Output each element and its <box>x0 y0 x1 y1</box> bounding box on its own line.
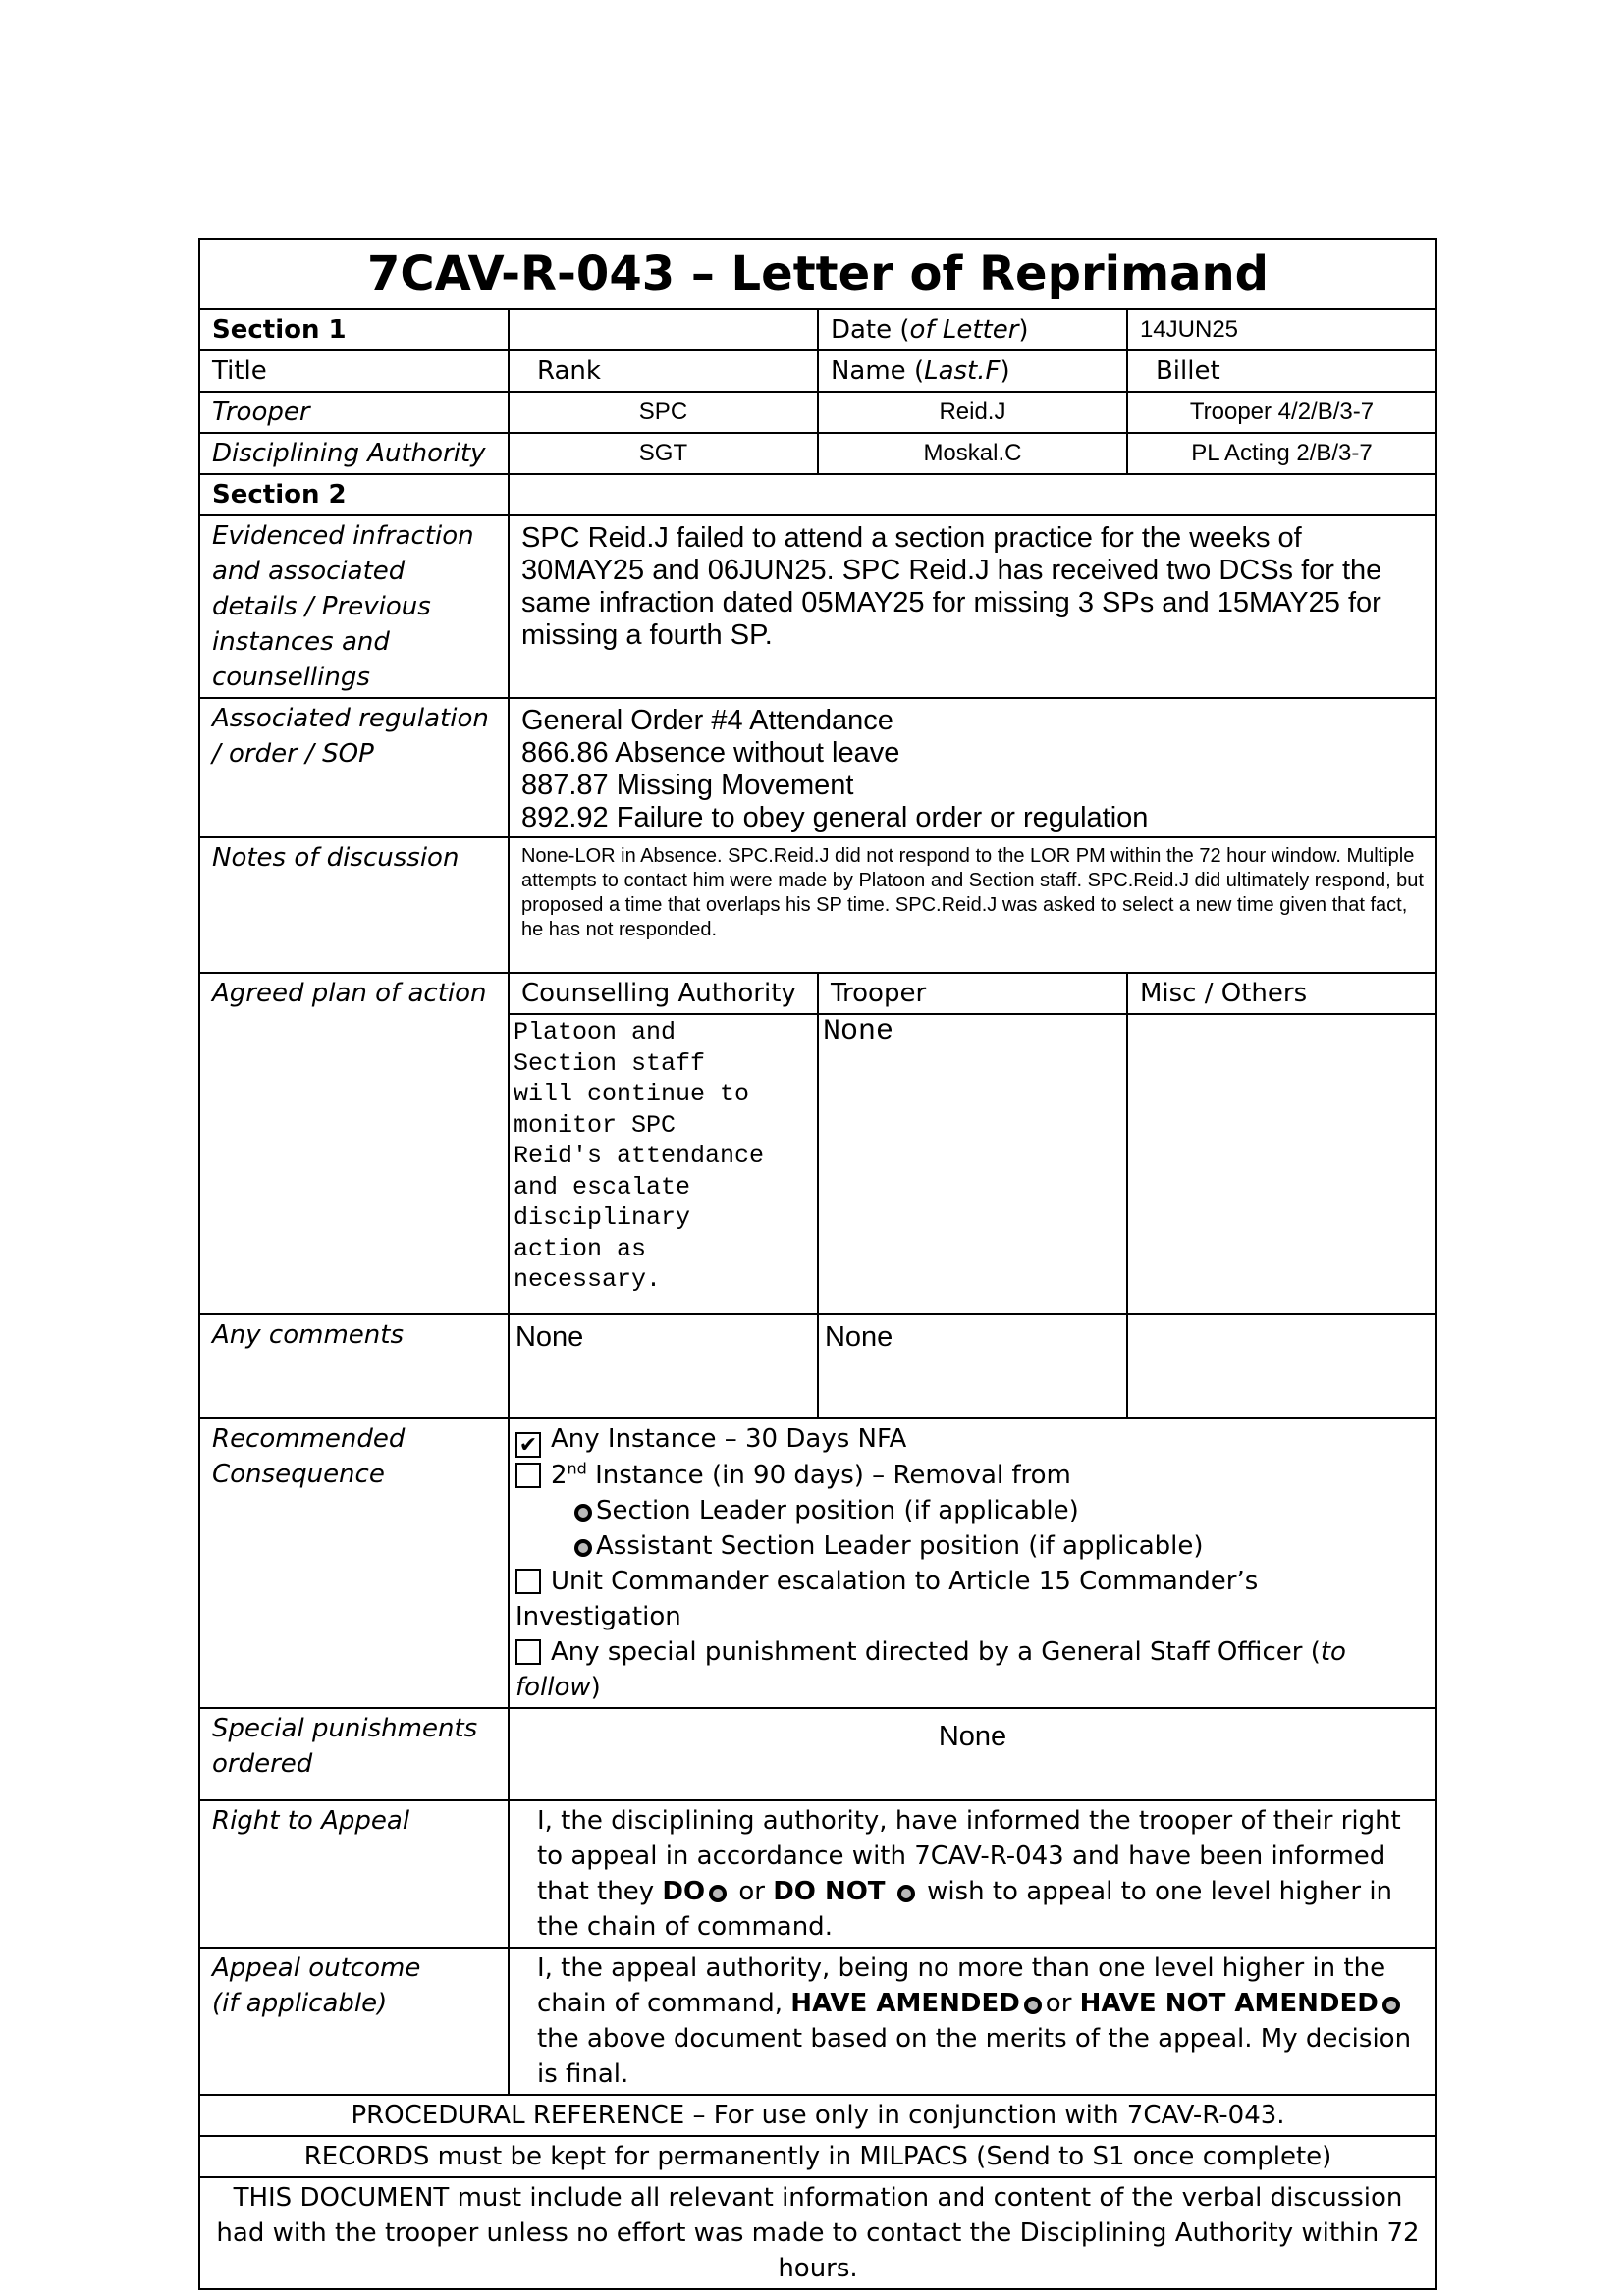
date-label: Date (of Letter) <box>818 309 1127 350</box>
checkbox-checked-icon[interactable]: ✔ <box>515 1432 541 1458</box>
header-billet: Billet <box>1127 350 1436 392</box>
radio-icon[interactable] <box>574 1539 592 1557</box>
empty-cell <box>509 474 1436 515</box>
authority-rank[interactable]: SGT <box>509 433 818 474</box>
regulation-item: General Order #4 Attendance <box>520 705 893 736</box>
consequence-option-1[interactable]: ✔ Any Instance – 30 Days NFA <box>515 1421 1430 1458</box>
checkbox-icon[interactable] <box>515 1569 541 1594</box>
footer-records: RECORDS must be kept for permanently in MILPACS (Send to S1 once complete) <box>199 2136 1436 2177</box>
outcome-text: I, the appeal authority, being no more than one level higher in the chain of command, HAVE AMENDED or HAVE NOT AMENDED the above document based on the merits of the appeal. My decision is final. <box>509 1948 1436 2095</box>
section2-label: Section 2 <box>199 474 509 515</box>
plan-header-misc: Misc / Others <box>1127 973 1436 1014</box>
appeal-text: I, the disciplining authority, have informed the trooper of their right to appeal in accordance with 7CAV-R-043 and have been informed that they DO or DO NOT wish to appeal to one level higher in the chain of command. <box>509 1800 1436 1948</box>
comments-label: Any comments <box>199 1314 509 1418</box>
plan-misc[interactable] <box>1127 1014 1436 1314</box>
regulation-label: Associated regulation / order / SOP <box>199 698 509 837</box>
header-title: Title <box>199 350 509 392</box>
plan-counselling[interactable]: Platoon and Section staff will continue to monitor SPC Reid's attendance and escalate disciplinary action as necessary. <box>509 1014 818 1314</box>
not-amended-radio-icon[interactable] <box>1382 1997 1400 2014</box>
infraction-label: Evidenced infraction and associated details / Previous instances and counsellings <box>199 515 509 698</box>
appeal-label: Right to Appeal <box>199 1800 509 1948</box>
trooper-name[interactable]: Reid.J <box>818 392 1127 433</box>
trooper-billet[interactable]: Trooper 4/2/B/3-7 <box>1127 392 1436 433</box>
section1-label: Section 1 <box>199 309 509 350</box>
footer-procedural-reference: PROCEDURAL REFERENCE – For use only in conjunction with 7CAV-R-043. <box>199 2095 1436 2136</box>
empty-cell <box>509 309 818 350</box>
header-rank: Rank <box>509 350 818 392</box>
plan-header-trooper: Trooper <box>818 973 1127 1014</box>
form-title: 7CAV-R-043 – Letter of Reprimand <box>199 239 1436 309</box>
regulation-item: 892.92 Failure to obey general order or regulation <box>520 802 1149 833</box>
consequence-option-3[interactable]: Unit Commander escalation to Article 15 Commander’s Investigation <box>514 1567 1259 1631</box>
comments-counselling[interactable]: None <box>509 1314 818 1418</box>
checkbox-icon[interactable] <box>515 1639 541 1665</box>
amended-radio-icon[interactable] <box>1024 1997 1042 2014</box>
date-value[interactable]: 14JUN25 <box>1127 309 1436 350</box>
notes-text[interactable]: None-LOR in Absence. SPC.Reid.J did not respond to the LOR PM within the 72 hour window. Multiple attempts to contact him were made by Platoon and Section staff. SPC.Reid.J did ultimately respond, but proposed a time that overlaps his SP time. SPC.Reid.J was asked to select a new time given that fact, he has not responded. <box>509 837 1436 973</box>
consequence-option-4[interactable]: Any special punishment directed by a General Staff Officer (to follow) <box>514 1637 1346 1702</box>
checkbox-icon[interactable] <box>515 1463 541 1488</box>
regulation-list[interactable] <box>509 698 1436 837</box>
trooper-rank[interactable]: SPC <box>509 392 818 433</box>
plan-label: Agreed plan of action <box>199 973 509 1314</box>
appeal-do-radio-icon[interactable] <box>709 1885 727 1902</box>
regulation-item: 887.87 Missing Movement <box>520 770 854 801</box>
authority-label: Disciplining Authority <box>199 433 509 474</box>
plan-trooper[interactable]: None <box>818 1014 1127 1314</box>
authority-name[interactable]: Moskal.C <box>818 433 1127 474</box>
header-name: Name (Last.F) <box>818 350 1127 392</box>
special-value[interactable]: None <box>509 1708 1436 1800</box>
consequence-options <box>509 1418 1436 1708</box>
notes-label: Notes of discussion <box>199 837 509 973</box>
authority-billet[interactable]: PL Acting 2/B/3-7 <box>1127 433 1436 474</box>
comments-trooper[interactable]: None <box>818 1314 1127 1418</box>
radio-icon[interactable] <box>574 1504 592 1522</box>
infraction-text[interactable]: SPC Reid.J failed to attend a section practice for the weeks of 30MAY25 and 06JUN25. SPC Reid.J has received two DCSs for the same infraction dated 05MAY25 for missing 3 SPs and 15MAY25 for missing a fourth SP. <box>509 515 1436 698</box>
regulation-item: 866.86 Absence without leave <box>520 737 900 769</box>
special-label: Special punishments ordered <box>199 1708 509 1800</box>
consequence-label: Recommended Consequence <box>199 1418 509 1708</box>
footer-document-note: THIS DOCUMENT must include all relevant information and content of the verbal discussion had with the trooper unless no effort was made to contact the Disciplining Authority within 72 hours. <box>199 2177 1436 2289</box>
plan-header-counselling: Counselling Authority <box>509 973 818 1014</box>
consequence-sub-option-2[interactable]: Assistant Section Leader position (if applicable) <box>515 1528 1430 1564</box>
trooper-label: Trooper <box>199 392 509 433</box>
comments-misc[interactable] <box>1127 1314 1436 1418</box>
outcome-label: Appeal outcome (if applicable) <box>199 1948 509 2095</box>
consequence-sub-option-1[interactable]: Section Leader position (if applicable) <box>515 1493 1430 1528</box>
appeal-do-not-radio-icon[interactable] <box>897 1885 915 1902</box>
consequence-option-2[interactable]: 2nd Instance (in 90 days) – Removal from <box>515 1458 1430 1493</box>
letter-of-reprimand-form <box>198 238 1437 2290</box>
